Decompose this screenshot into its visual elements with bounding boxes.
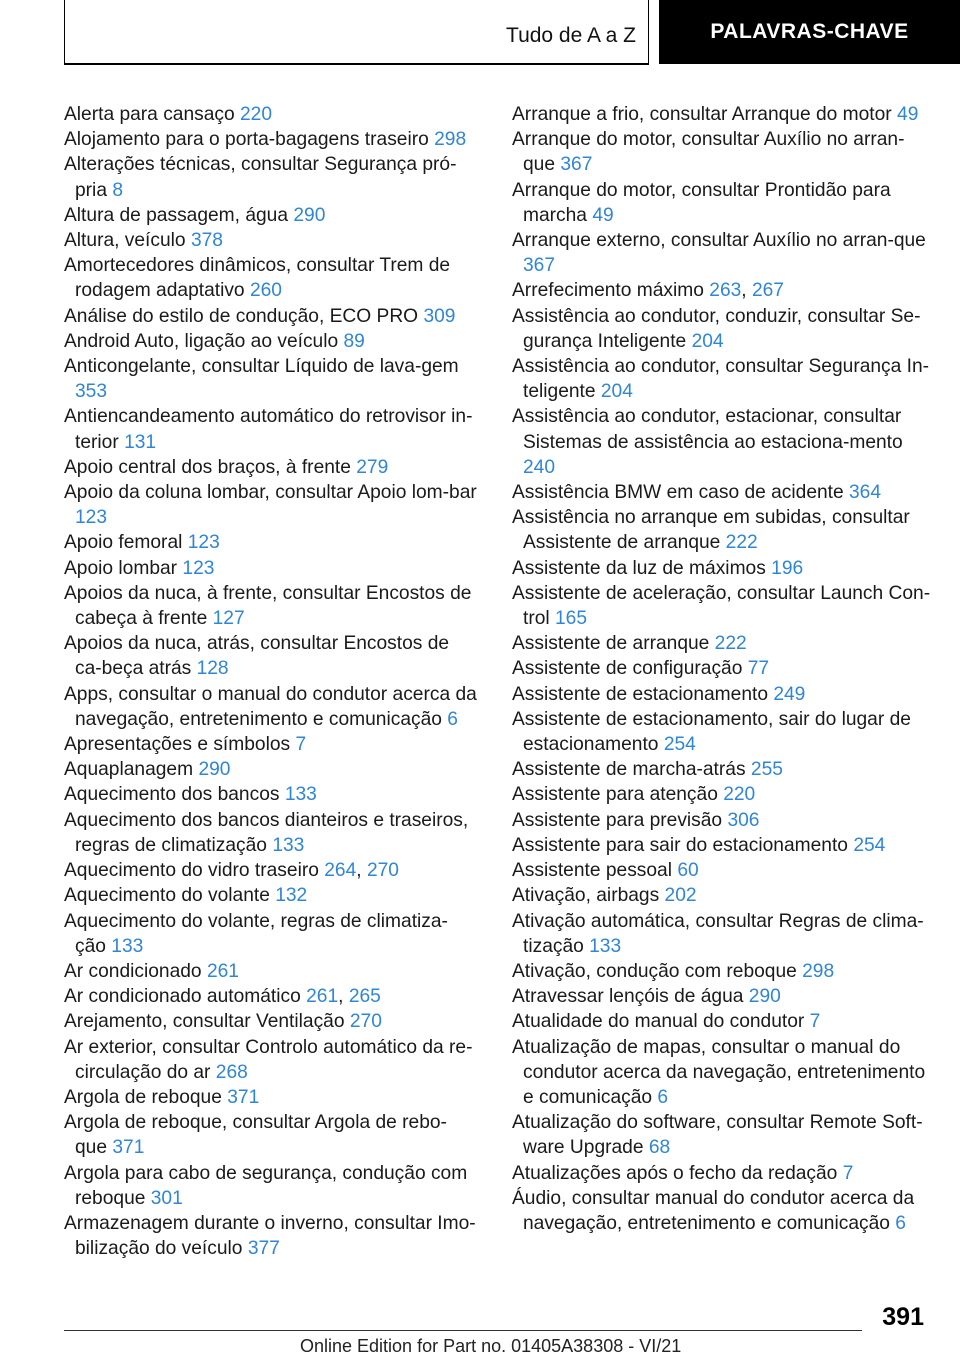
index-entry [512, 984, 932, 1009]
index-entry-term: Apoio central dos braços, à frente [64, 456, 351, 478]
index-entry-term: Aquecimento do volante, regras de climatiza-ção [64, 910, 448, 957]
index-entry [64, 556, 478, 581]
index-entry-term: Alterações técnicas, consultar Segurança pró-pria [64, 154, 457, 201]
page-reference-link[interactable]: 60 [677, 860, 699, 882]
index-entry [64, 1161, 478, 1211]
index-entry: Aquecimento do vidro traseiro 264, 270 [64, 860, 399, 882]
page-reference-link[interactable]: 133 [589, 935, 622, 957]
page-reference-link[interactable]: 89 [343, 330, 365, 352]
footer-rule [64, 1330, 862, 1331]
index-entry [64, 203, 478, 228]
index-entry-term: Atualização do software, consultar Remote Soft-ware Upgrade [512, 1112, 923, 1159]
index-entry-term: Assistência BMW em caso de acidente [512, 482, 844, 504]
index-entry-term: Alerta para cansaço [64, 104, 235, 125]
page-reference-link[interactable]: 353 [75, 381, 108, 403]
index-entry [512, 228, 932, 278]
index-entry [512, 505, 932, 555]
index-entry-term: Arrefecimento máximo [512, 280, 704, 302]
index-entry [64, 304, 478, 329]
page-reference-link[interactable]: 127 [212, 608, 245, 630]
page-reference-link[interactable]: 7 [809, 1011, 821, 1033]
page-reference-link[interactable]: 133 [111, 935, 144, 957]
index-entry [512, 1009, 932, 1034]
index-entry-term: Altura, veículo [64, 230, 186, 252]
index-entry [64, 782, 478, 807]
page-reference-link[interactable]: 301 [150, 1187, 183, 1209]
page-reference-link[interactable]: 264 [324, 860, 357, 882]
index-entry [512, 480, 932, 505]
page-reference-link[interactable]: 254 [663, 734, 696, 756]
index-entry-term: Apoio lombar [64, 557, 178, 579]
page-reference-link[interactable]: 290 [293, 204, 326, 226]
page-reference-link[interactable]: 6 [447, 708, 458, 730]
index-entry [64, 1085, 478, 1110]
index-entry [64, 757, 478, 782]
index-entry [512, 556, 932, 581]
footer-edition-text: Online Edition for Part no. 01405A38308 - VI/21 [300, 1336, 682, 1356]
page-reference-link[interactable]: 132 [275, 885, 308, 907]
page-reference-link[interactable]: 290 [198, 759, 231, 781]
index-entry [512, 404, 932, 480]
index-column-left [64, 102, 478, 1261]
index-entry-term: Assistente de estacionamento, sair do lugar de estacionamento [512, 708, 911, 756]
index-entry-term: Assistente de configuração [512, 658, 743, 680]
index-entry-term: Aquaplanagem [64, 759, 194, 781]
index-entry-term: Arejamento, consultar Ventilação [64, 1011, 345, 1033]
page-reference-link[interactable]: 263 [709, 280, 742, 302]
page-reference-link[interactable]: 279 [356, 456, 389, 478]
index-entry-term: Assistente para previsão [512, 809, 723, 831]
index-entry-term: Áudio, consultar manual do condutor acerca da navegação, entretenimento e comunicação [512, 1187, 915, 1234]
index-entry [64, 1035, 478, 1085]
index-entry [64, 228, 478, 253]
index-entry [64, 1110, 478, 1160]
page-reference-link[interactable]: 49 [897, 104, 919, 125]
index-entry [64, 581, 478, 631]
index-entry-term: Assistente de aceleração, consultar Launch Con-trol [512, 582, 931, 630]
page-reference-link[interactable]: 268 [215, 1061, 248, 1083]
index-entry-term: Argola de reboque, consultar Argola de rebo-que [64, 1112, 447, 1159]
index-entry-term: Aquecimento do vidro traseiro [64, 860, 319, 882]
index-entry-term: Aquecimento dos bancos dianteiros e traseiros, regras de climatização [64, 809, 469, 856]
page-reference-link[interactable]: 131 [124, 431, 157, 453]
index-entry [64, 455, 478, 480]
page-reference-link[interactable]: 123 [182, 557, 215, 579]
index-entry [512, 833, 932, 858]
index-entry [512, 581, 932, 631]
header-rule-bottom [64, 63, 649, 65]
page-reference-link[interactable]: 270 [366, 860, 399, 882]
page-reference-link[interactable]: 367 [560, 154, 593, 176]
page-number: 391 [882, 1303, 924, 1331]
page-reference-link[interactable]: 270 [349, 1011, 382, 1033]
index-entry [512, 354, 932, 404]
index-entry [64, 1211, 478, 1261]
index-entry-term: Apoios da nuca, à frente, consultar Encostos de cabeça à frente [64, 582, 472, 630]
index-entry-term: Assistente para atenção [512, 784, 718, 806]
index-entry-term: Assistência ao condutor, conduzir, consultar Se-gurança Inteligente [512, 305, 921, 352]
index-entry-term: Assistente pessoal [512, 860, 672, 882]
page-reference-link[interactable]: 367 [523, 255, 556, 277]
page-reference-link[interactable]: 123 [187, 532, 220, 554]
page-reference-link[interactable]: 378 [190, 230, 223, 252]
index-entry-term: Armazenagem durante o inverno, consultar Imo-bilização do veículo [64, 1212, 476, 1260]
index-entry-term: Ativação, airbags [512, 885, 660, 907]
page-reference-link[interactable]: 77 [747, 658, 770, 680]
header-rule-right [648, 0, 649, 64]
index-entry-term: Apoio da coluna lombar, consultar Apoio lom-bar [64, 482, 477, 504]
header-rule-left [64, 0, 65, 64]
index-entry [512, 808, 932, 833]
page-reference-link[interactable]: 222 [714, 633, 747, 655]
index-entry-term: Anticongelante, consultar Líquido de lava-gem [64, 356, 459, 378]
index-entry [64, 102, 478, 127]
index-entry-term: Assistente da luz de máximos [512, 557, 766, 579]
header-section-title: Tudo de A a Z [506, 24, 636, 47]
page-reference-link[interactable]: 222 [725, 532, 758, 554]
page-reference-link[interactable]: 220 [723, 784, 756, 806]
index-entry [512, 959, 932, 984]
index-entry-term: Altura de passagem, água [64, 204, 289, 226]
page-reference-link[interactable]: 261 [306, 986, 339, 1008]
index-entry [64, 480, 478, 530]
index-entry [64, 959, 478, 984]
page-reference-link[interactable]: 254 [853, 834, 886, 856]
index-entry-term: Arranque do motor, consultar Prontidão para marcha [512, 179, 891, 226]
index-entry [512, 304, 932, 354]
index-entry [512, 1110, 932, 1160]
page-reference-link[interactable]: 6 [657, 1086, 669, 1108]
page-reference-link[interactable]: 377 [247, 1238, 280, 1260]
page-reference-link[interactable]: 290 [748, 986, 781, 1008]
index-entry [512, 1186, 932, 1236]
page-reference-link[interactable]: 7 [842, 1162, 854, 1184]
index-entry-term: Aquecimento do volante [64, 885, 270, 907]
index-entry [512, 782, 932, 807]
index-entry [64, 253, 478, 303]
page-reference-link[interactable]: 202 [664, 885, 697, 907]
index-entry-term: Assistente de marcha-atrás [512, 759, 746, 781]
page-reference-link[interactable]: 204 [600, 381, 633, 403]
page-reference-link[interactable]: 255 [750, 759, 783, 781]
page-reference-link[interactable]: 309 [423, 305, 456, 327]
index-entry [512, 883, 932, 908]
page-reference-link[interactable]: 123 [75, 507, 108, 529]
index-entry [64, 127, 478, 152]
page-reference-link[interactable]: 371 [112, 1137, 145, 1159]
page-reference-link[interactable]: 364 [849, 482, 882, 504]
index-entry [64, 909, 478, 959]
index-entry [64, 732, 478, 757]
index-entry-term: Assistente de estacionamento [512, 683, 768, 705]
index-entry [64, 404, 478, 454]
page-reference-link[interactable]: 128 [196, 658, 229, 680]
index-entry-term: Argola de reboque [64, 1086, 222, 1108]
page-reference-link[interactable]: 265 [348, 986, 381, 1008]
index-entry: Ar condicionado automático 261, 265 [64, 986, 381, 1008]
index-entry [64, 329, 478, 354]
index-entry [512, 757, 932, 782]
index-entry-term: Android Auto, ligação ao veículo [64, 330, 339, 352]
page-reference-link[interactable]: 6 [895, 1212, 906, 1234]
page-reference-link[interactable]: 298 [802, 960, 835, 982]
page-reference-link[interactable]: 133 [284, 784, 317, 806]
index-entry [64, 631, 478, 681]
index-entry-term: Assistente para sair do estacionamento [512, 834, 848, 856]
index-entry-term: Arranque do motor, consultar Auxílio no arran-que [512, 129, 905, 176]
index-entry-term: Arranque a frio, consultar Arranque do motor [512, 104, 892, 125]
index-entry-term: Assistência ao condutor, consultar Segurança In-teligente [512, 356, 930, 403]
index-entry-term: Assistente de arranque [512, 633, 710, 655]
index-entry [512, 1035, 932, 1111]
index-entry [64, 530, 478, 555]
index-entry-term: Análise do estilo de condução, ECO PRO [64, 305, 419, 327]
page-reference-link[interactable]: 298 [434, 129, 467, 151]
index-entry [512, 909, 932, 959]
index-entry-term: Apoio femoral [64, 532, 183, 554]
index-entry [512, 631, 932, 656]
index-entry-term: Antiencandeamento automático do retrovisor in-terior [64, 406, 473, 453]
index-entry-term: Alojamento para o porta-bagagens traseiro [64, 129, 429, 151]
index-entry [512, 707, 932, 757]
index-entry [64, 808, 478, 858]
page-reference-link[interactable]: 133 [272, 834, 305, 856]
page-reference-link[interactable]: 204 [691, 330, 724, 352]
index-entry-term: Atualidade do manual do condutor [512, 1011, 805, 1033]
index-entry [64, 354, 478, 404]
page-reference-link[interactable]: 7 [295, 734, 307, 756]
index-entry [64, 152, 478, 202]
index-entry-term: Atualizações após o fecho da redação [512, 1162, 838, 1184]
header-tab-keywords: PALAVRAS-CHAVE [659, 0, 960, 64]
index-entry [512, 858, 932, 883]
page-reference-link[interactable]: 165 [555, 608, 588, 630]
page-reference-link[interactable]: 261 [206, 960, 239, 982]
page-reference-link[interactable]: 49 [592, 204, 614, 226]
index-entry [64, 883, 478, 908]
index-entry [64, 682, 478, 732]
index-entry: Arrefecimento máximo 263, 267 [512, 280, 784, 302]
index-entry-term: Ar condicionado automático [64, 986, 301, 1008]
index-entry-term: Argola para cabo de segurança, condução com reboque [64, 1162, 468, 1209]
index-column-right [512, 102, 932, 1236]
page-reference-link[interactable]: 260 [249, 280, 282, 302]
index-entry [512, 682, 932, 707]
index-entry-term: Apps, consultar o manual do condutor acerca da navegação, entretenimento e comunicação [64, 683, 477, 730]
index-entry [512, 127, 932, 177]
page-reference-link[interactable]: 267 [751, 280, 784, 302]
page-reference-link[interactable]: 249 [773, 683, 806, 705]
index-entry-term: Assistência no arranque em subidas, consultar Assistente de arranque [512, 507, 910, 554]
index-entry [512, 1161, 932, 1186]
page-reference-link[interactable]: 306 [727, 809, 760, 831]
page-reference-link[interactable]: 371 [227, 1086, 260, 1108]
index-entry-term: Aquecimento dos bancos [64, 784, 280, 806]
index-entry-term: Assistência ao condutor, estacionar, consultar Sistemas de assistência ao estaciona-mento [512, 406, 903, 453]
index-entry [512, 656, 932, 681]
page-reference-link[interactable]: 240 [523, 456, 556, 478]
page-reference-link[interactable]: 68 [648, 1137, 671, 1159]
index-entry-term: Arranque externo, consultar Auxílio no arran-que [512, 230, 926, 252]
index-entry-term: Ativação automática, consultar Regras de clima-tização [512, 910, 924, 957]
index-entry-term: Ar exterior, consultar Controlo automático da re-circulação do ar [64, 1036, 473, 1083]
index-entry-term: Atualização de mapas, consultar o manual do condutor acerca da navegação, entretenimento e comunicação [512, 1036, 926, 1108]
index-entry-term: Ativação, condução com reboque [512, 960, 797, 982]
index-entry-term: Apoios da nuca, atrás, consultar Encostos de ca-beça atrás [64, 633, 450, 680]
index-entry-term: Amortecedores dinâmicos, consultar Trem de rodagem adaptativo [64, 255, 451, 302]
index-entry-term: Ar condicionado [64, 960, 202, 982]
page-reference-link[interactable]: 220 [240, 104, 273, 125]
index-entry [512, 178, 932, 228]
page-reference-link[interactable]: 196 [771, 557, 804, 579]
index-entry-term: Atravessar lençóis de água [512, 986, 744, 1008]
index-entry [512, 102, 932, 127]
index-entry [64, 1009, 478, 1034]
index-entry-term: Apresentações e símbolos [64, 734, 291, 756]
page-reference-link[interactable]: 8 [112, 179, 124, 201]
